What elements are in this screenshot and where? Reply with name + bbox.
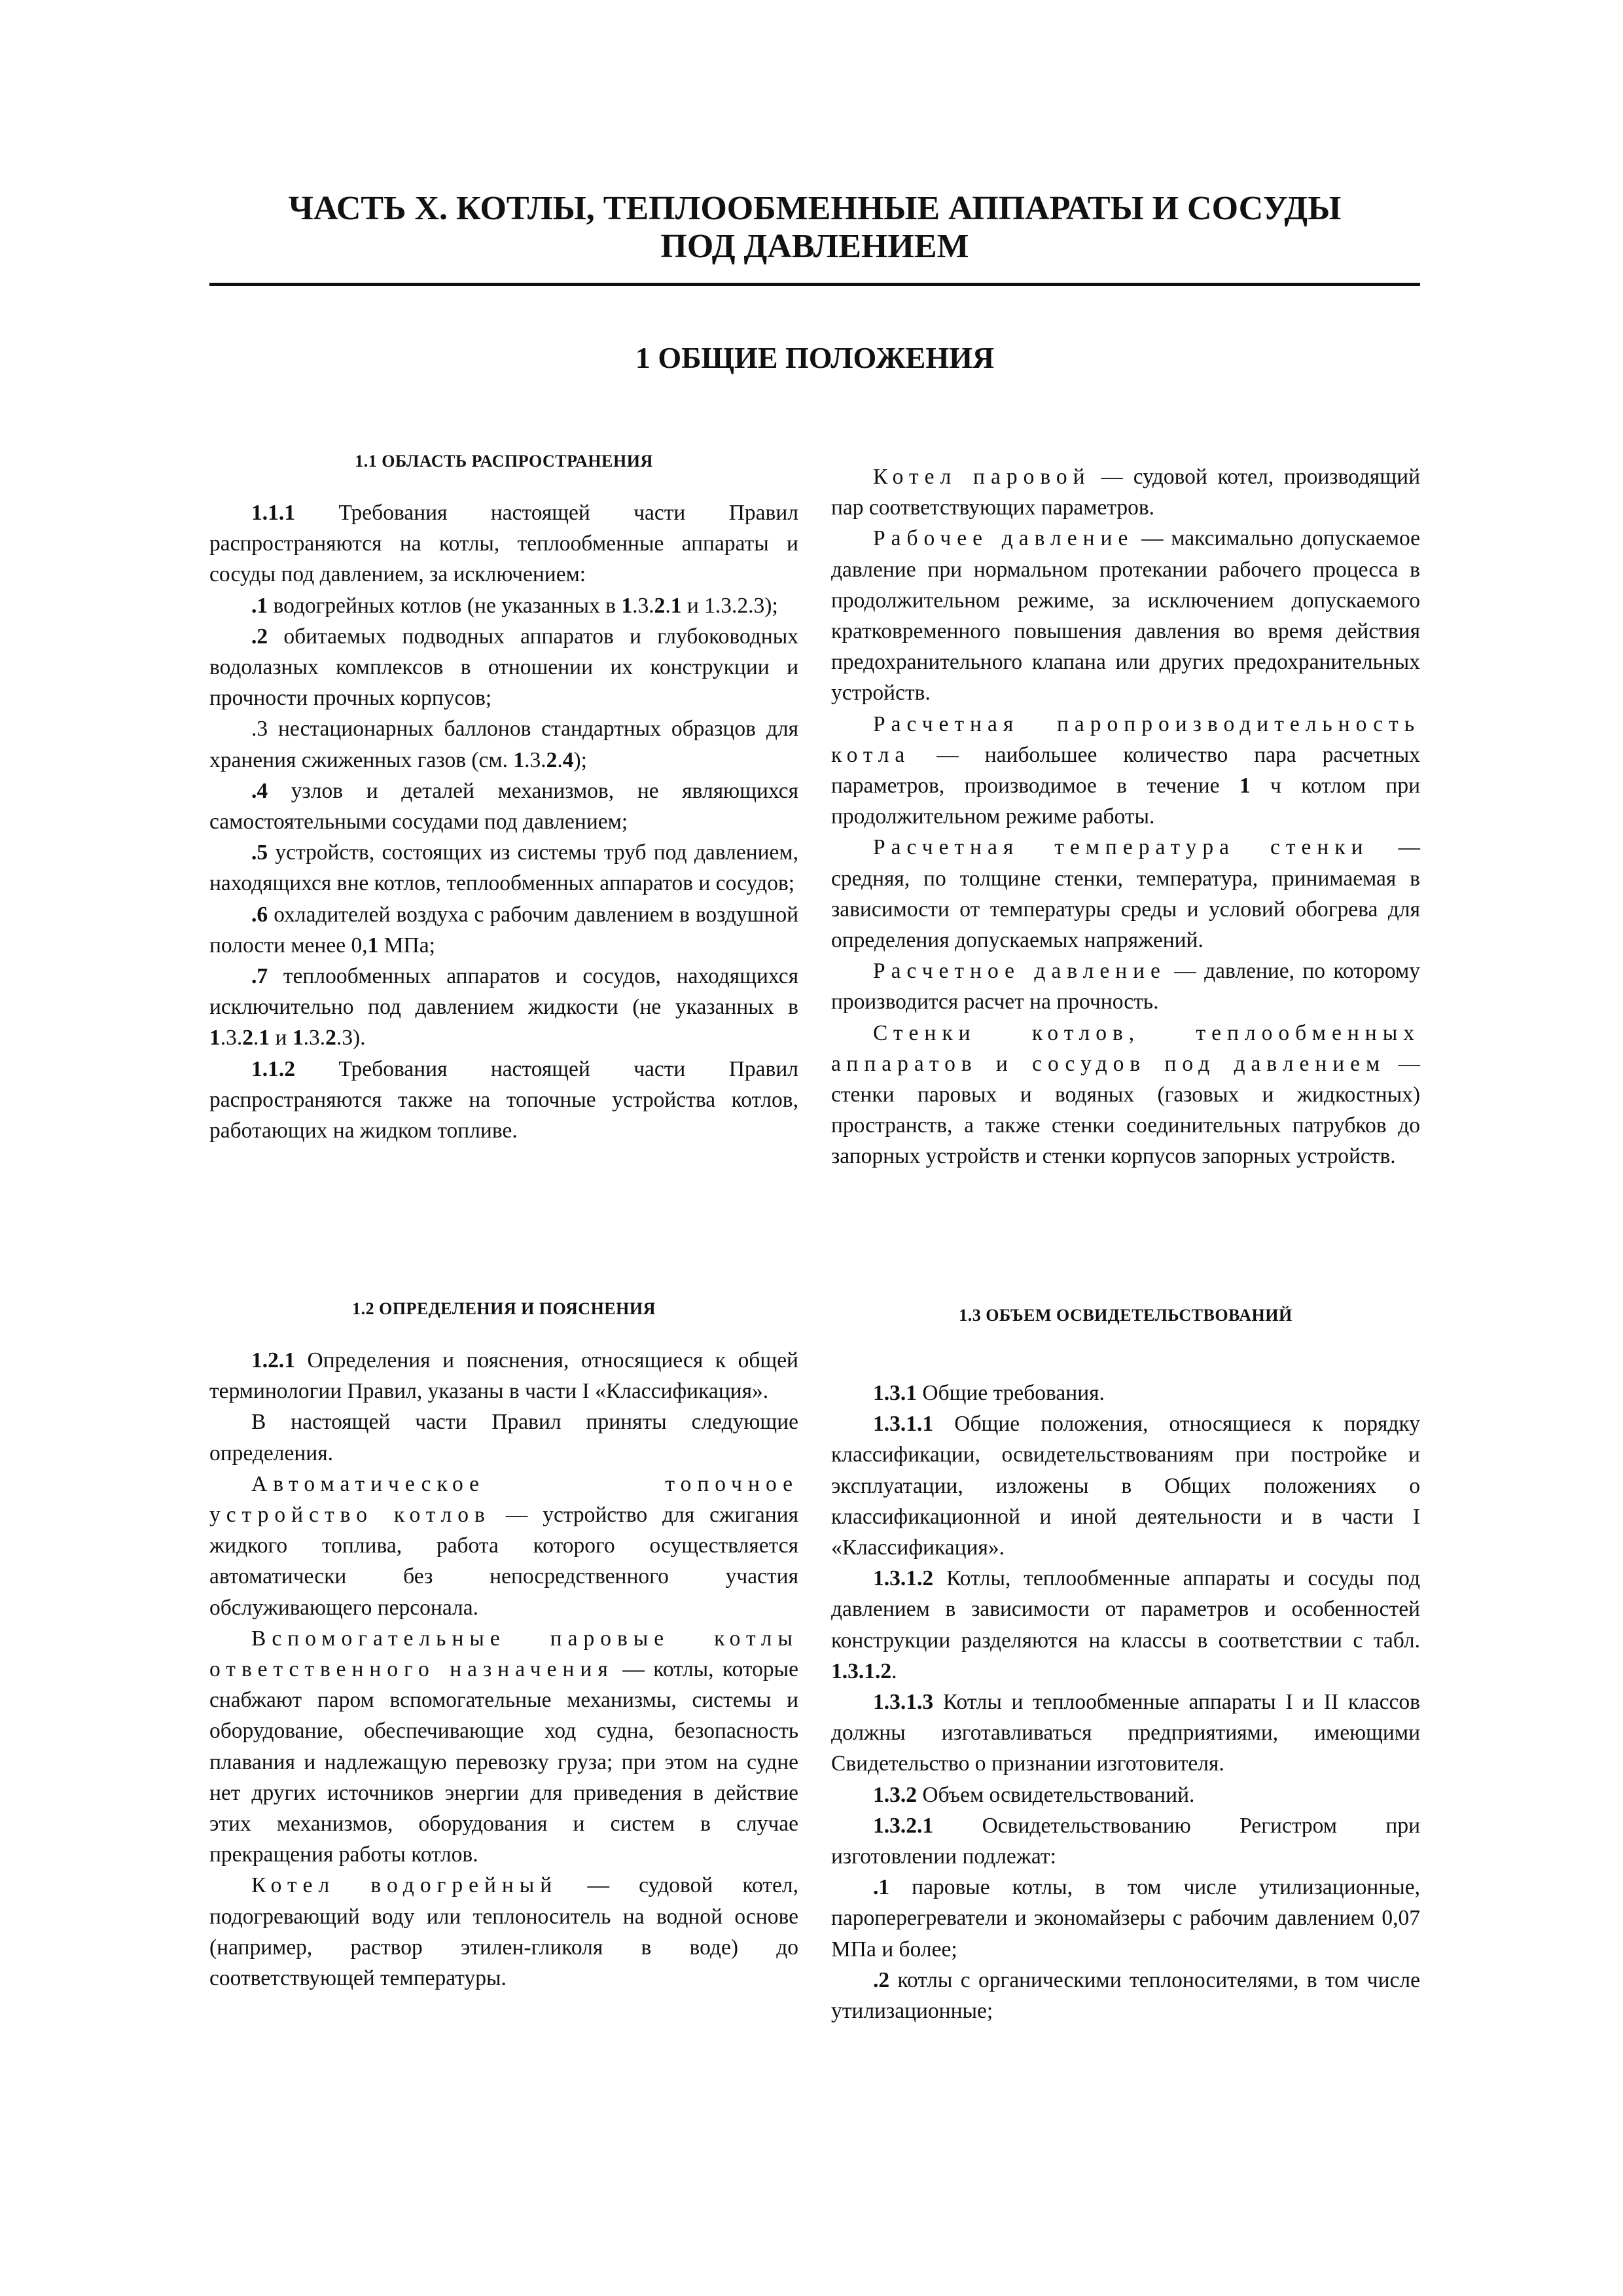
list-item: .5 устройств, состоящих из системы труб под давлением, находящихся вне котлов, теплообменных аппаратов и сосудов; — [209, 840, 798, 896]
list-item: .4 узлов и деталей механизмов, не являющихся самостоятельными сосудами под давлением; — [209, 778, 798, 834]
definition: Вспомогательные паровые котлы ответственного назначения — котлы, которые снабжают паром вспомогательные механизмы, системы и оборудование, обеспечивающие ход судна, безопасность плавания и надлежащую перевозку груза; при этом на судне нет других источников энергии для приведения в действие этих механизмов, оборудования и систем в случае прекращения работы котлов. — [209, 1626, 799, 1867]
definition: Автоматическое топочное устройство котлов — устройство для сжигания жидкого топлива, работа которого осуществляется автоматически без непосредственного участия обслуживающего персонала. — [209, 1471, 799, 1620]
section-1-3 — [831, 1306, 1420, 2026]
term: Стенки котлов, теплообменных аппаратов и сосудов под давлением — [831, 1020, 1420, 1076]
definition: Расчетная паропроизводительность котла — наибольшее количество пара расчетных параметров, производимое в течение 1 ч котлом при продолжительном режиме работы. — [831, 711, 1421, 829]
paragraph: 1.3.1.1 Общие положения, относящиеся к порядку классификации, освидетельствованиям при постройке и эксплуатации, изложены в Общих положениях о классификационной и иной деятельности и в части I «Классификация». — [831, 1412, 1420, 1560]
list-item: .1 паровые котлы, в том числе утилизационные, пароперегреватели и экономайзеры с рабочим давлением 0,07 МПа и более; — [831, 1875, 1420, 1962]
term: Расчетное давление — [873, 959, 1166, 984]
term: Расчетная температура стенки — [873, 835, 1369, 860]
definition: Котел паровой — судовой котел, производящий пар соответствующих параметров. — [831, 465, 1420, 520]
paragraph: 1.3.1 Общие требования. — [873, 1381, 1105, 1405]
list-item: .6 охладителей воздуха с рабочим давлением в воздушной полости менее 0,1 МПа; — [209, 902, 798, 958]
definition: Рабочее давление — максимально допускаемое давление при нормальном протекании рабочего процесса в продолжительном режиме, за исключением допускаемого кратковременного повышения давления во время действия предохранительного клапана или других предохранительных устройств. — [831, 526, 1420, 706]
definition: Котел водогрейный — судовой котел, подогревающий воду или теплоноситель на водной основе (например, раствор этилен-гликоля в воде) до соответствующей температуры. — [209, 1873, 798, 1991]
section-1-2 — [209, 1299, 798, 1994]
title-divider — [209, 283, 1420, 286]
term: Автоматическое топочное устройство котлов — [209, 1471, 798, 1528]
definition: Расчетное давление — давление, по которому производится расчет на прочность. — [831, 959, 1420, 1014]
term: Котел паровой — [873, 465, 1091, 489]
term: Расчетная паропроизводительность котла — [831, 711, 1420, 767]
paragraph: 1.1.1 Требования настоящей части Правил распространяются на котлы, теплообменные аппараты и сосуды под давлением, за исключением: — [209, 501, 798, 587]
paragraph: 1.3.2 Объем освидетельствований. — [873, 1782, 1195, 1807]
paragraph: 1.3.1.2 Котлы, теплообменные аппараты и сосуды под давлением в зависимости от параметров и особенностей конструкции разделяются на классы в соответствии с табл. 1.3.1.2. — [831, 1566, 1420, 1683]
paragraph: 1.3.2.1 Освидетельствованию Регистром при изготовлении подлежат: — [831, 1813, 1420, 1869]
part-title — [209, 190, 1420, 266]
list-item: .2 обитаемых подводных аппаратов и глубоководных водолазных комплексов в отношении их конструкции и прочности прочных корпусов; — [209, 624, 798, 711]
term: Рабочее давление — [873, 526, 1134, 551]
section-heading: 1.3 ОБЪЕМ ОСВИДЕТЕЛЬСТВОВАНИЙ — [959, 1306, 1293, 1325]
chapter-title: 1 ОБЩИЕ ПОЛОЖЕНИЯ — [635, 341, 995, 374]
definition: Расчетная температура стенки — средняя, по толщине стенки, температура, принимаемая в зависимости от температуры среды и условий обогрева для определения допускаемых напряжений. — [831, 835, 1420, 953]
paragraph: В настоящей части Правил приняты следующие определения. — [209, 1410, 798, 1465]
list-item: .3 нестационарных баллонов стандартных образцов для хранения сжиженных газов (см. 1.3.2.4); — [209, 717, 798, 772]
paragraph: 1.1.2 Требования настоящей части Правил распространяются также на топочные устройства котлов, работающих на жидком топливе. — [209, 1056, 798, 1143]
section-1-1 — [209, 452, 798, 1146]
list-item: .2 котлы с органическими теплоносителями, в том числе утилизационные; — [831, 1967, 1420, 2024]
list-item: .1 водогрейных котлов (не указанных в 1.3.2.1 и 1.3.2.3); — [251, 593, 778, 618]
term: Вспомогательные паровые котлы ответственного назначения — [209, 1626, 798, 1682]
part-title-line1: ЧАСТЬ X. КОТЛЫ, ТЕПЛООБМЕННЫЕ АППАРАТЫ И СОСУДЫ — [288, 190, 1342, 227]
section-heading: 1.2 ОПРЕДЕЛЕНИЯ И ПОЯСНЕНИЯ — [352, 1299, 656, 1318]
list-item: .7 теплообменных аппаратов и сосудов, находящихся исключительно под давлением жидкости (не указанных в 1.3.2.1 и 1.3.2.3). — [209, 964, 798, 1050]
paragraph: 1.3.1.3 Котлы и теплообменные аппараты I и II классов должны изготавливаться предприятиями, имеющими Свидетельство о признании изготовителя. — [831, 1690, 1420, 1776]
paragraph: 1.2.1 Определения и пояснения, относящиеся к общей терминологии Правил, указаны в части I «Классификация». — [209, 1348, 798, 1404]
section-heading: 1.1 ОБЛАСТЬ РАСПРОСТРАНЕНИЯ — [355, 452, 653, 471]
part-title-line2: ПОД ДАВЛЕНИЕМ — [660, 228, 969, 265]
definitions-continued — [831, 461, 1420, 1172]
definition: Стенки котлов, теплообменных аппаратов и сосудов под давлением — стенки паровых и водяных (газовых и жидкостных) пространств, а также стенки соединительных патрубков до запорных устройств и стенки корпусов запорных устройств. — [831, 1020, 1420, 1169]
term: Котел водогрейный — [251, 1873, 558, 1898]
